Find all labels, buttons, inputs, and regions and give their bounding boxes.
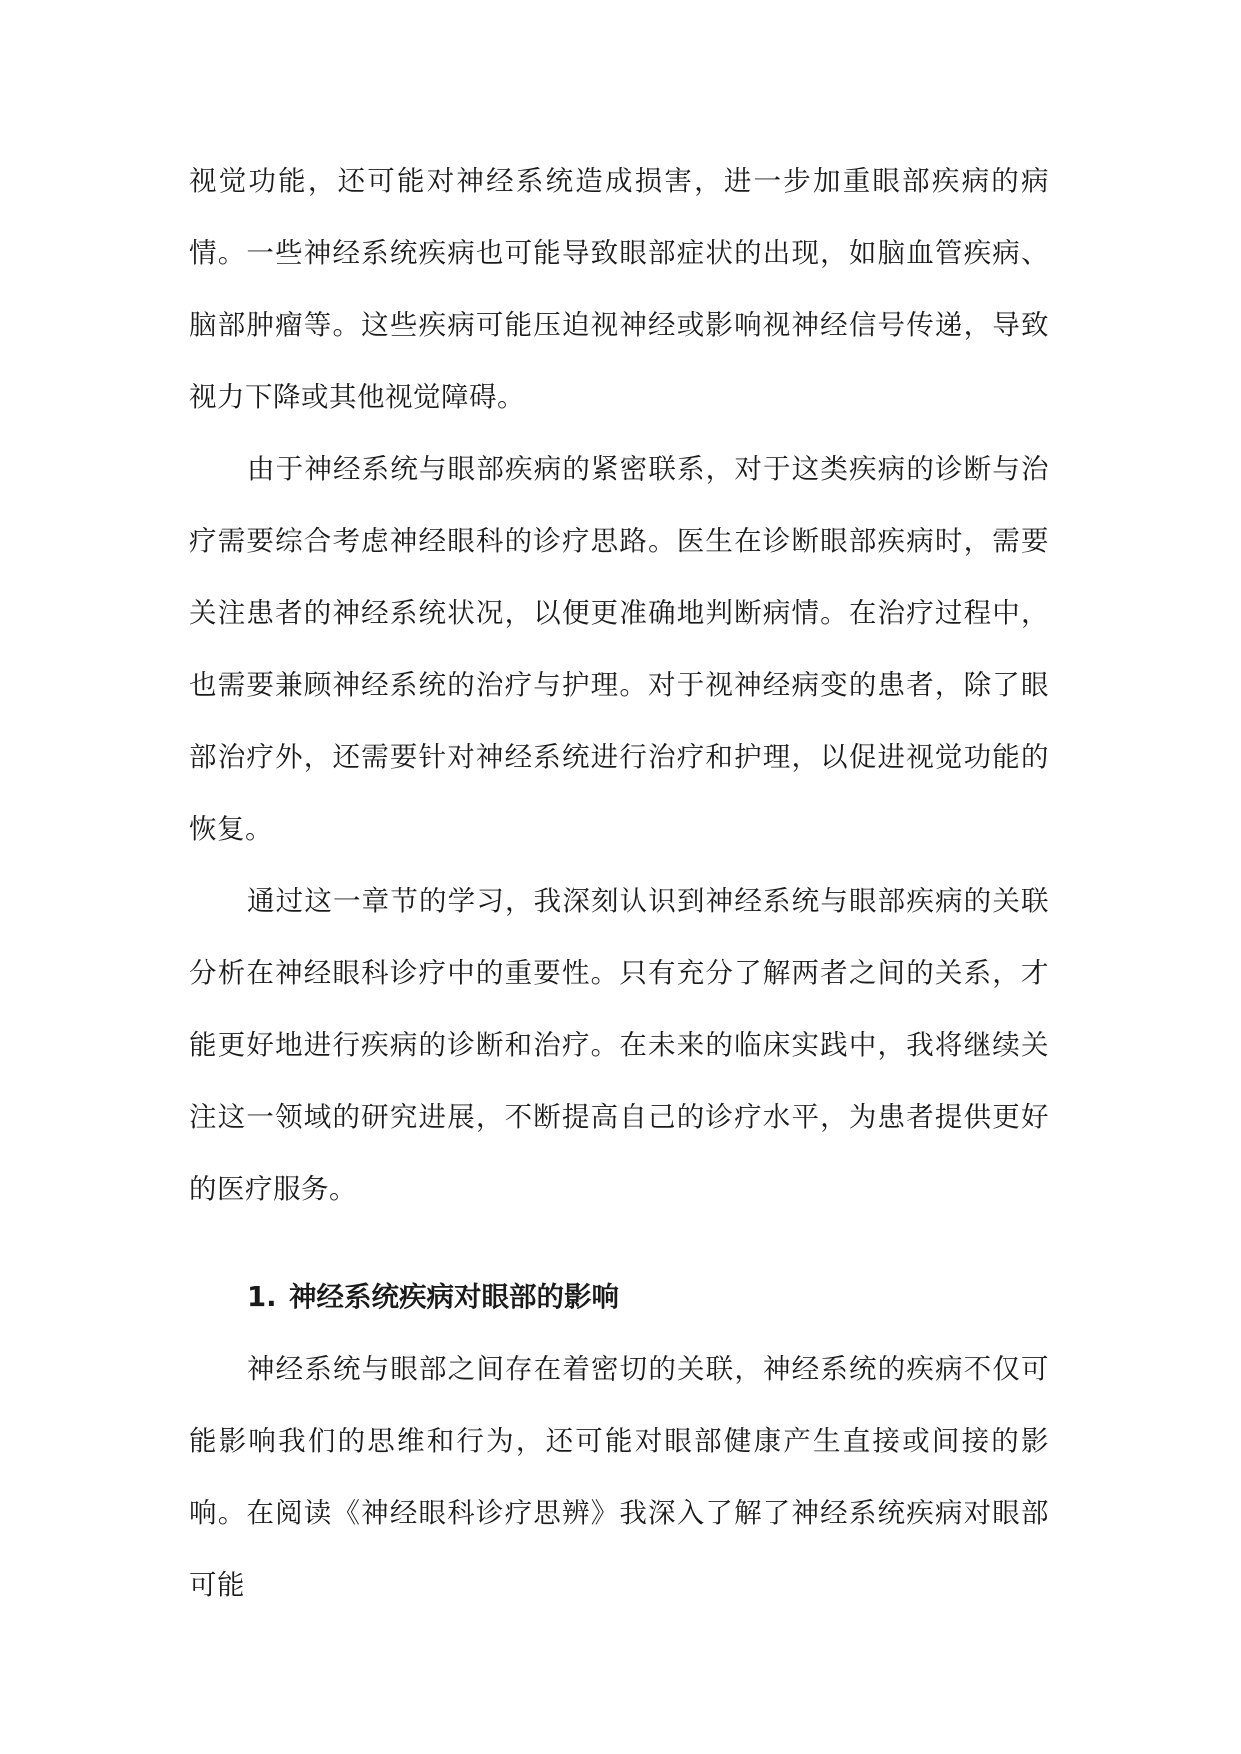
paragraph-3: 通过这一章节的学习，我深刻认识到神经系统与眼部疾病的关联分析在神经眼科诊疗中的重要性。只有充分了解两者之间的关系，才能更好地进行疾病的诊断和治疗。在未来的临床实践中，我将继续关注这一领域的研究进展，不断提高自己的诊疗水平，为患者提供更好的医疗服务。 [189, 885, 1049, 1205]
paragraph-4: 神经系统与眼部之间存在着密切的关联，神经系统的疾病不仅可能影响我们的思维和行为，还可能对眼部健康产生直接或间接的影响。在阅读《神经眼科诊疗思辨》我深入了解了神经系统疾病对眼部可能 [189, 1353, 1049, 1601]
section-number: 1. [247, 1281, 277, 1313]
section-title: 神经系统疾病对眼部的影响 [289, 1281, 619, 1313]
document-body [189, 145, 1049, 1621]
paragraph-2: 由于神经系统与眼部疾病的紧密联系，对于这类疾病的诊断与治疗需要综合考虑神经眼科的诊疗思路。医生在诊断眼部疾病时，需要关注患者的神经系统状况，以便更准确地判断病情。在治疗过程中，也需要兼顾神经系统的治疗与护理。对于视神经病变的患者，除了眼部治疗外，还需要针对神经系统进行治疗和护理，以促进视觉功能的恢复。 [189, 453, 1049, 845]
section-heading [189, 1261, 1049, 1333]
paragraph-1: 视觉功能，还可能对神经系统造成损害，进一步加重眼部疾病的病情。一些神经系统疾病也可能导致眼部症状的出现，如脑血管疾病、脑部肿瘤等。这些疾病可能压迫视神经或影响视神经信号传递，导致视力下降或其他视觉障碍。 [189, 165, 1049, 413]
